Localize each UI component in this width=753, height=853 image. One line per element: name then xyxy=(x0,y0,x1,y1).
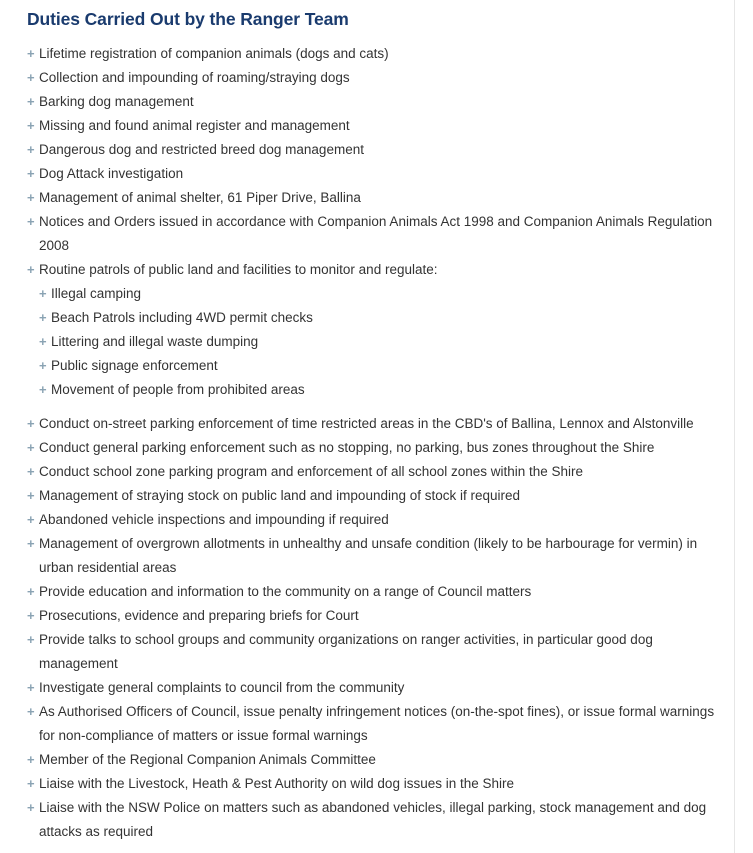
list-item: + Provide talks to school groups and community organizations on ranger activities, in particular good dog management xyxy=(27,628,727,676)
list-item: + Management of straying stock on public land and impounding of stock if required xyxy=(27,484,727,508)
patrols-label: Routine patrols of public land and facilities to monitor and regulate: xyxy=(39,262,438,277)
list-item: + Investigate general complaints to council from the community xyxy=(27,676,727,700)
right-divider xyxy=(734,0,735,853)
patrols-sub-list xyxy=(39,282,727,402)
sub-list-item: + Littering and illegal waste dumping xyxy=(39,330,727,354)
list-item: + Liaise with the Livestock, Heath & Pest Authority on wild dog issues in the Shire xyxy=(27,772,727,796)
sub-list-item: + Illegal camping xyxy=(39,282,727,306)
list-item: + Conduct general parking enforcement such as no stopping, no parking, bus zones throughout the Shire xyxy=(27,436,727,460)
list-item: + Provide education and information to the community on a range of Council matters xyxy=(27,580,727,604)
duties-list xyxy=(27,42,727,844)
list-item: + Dog Attack investigation xyxy=(27,162,727,186)
list-item: + Dangerous dog and restricted breed dog management xyxy=(27,138,727,162)
list-item: + Notices and Orders issued in accordance with Companion Animals Act 1998 and Companion Animals Regulation 2008 xyxy=(27,210,727,258)
list-item: + Lifetime registration of companion animals (dogs and cats) xyxy=(27,42,727,66)
sub-list-item: + Public signage enforcement xyxy=(39,354,727,378)
list-item: + Missing and found animal register and management xyxy=(27,114,727,138)
page-title: Duties Carried Out by the Ranger Team xyxy=(27,9,349,29)
list-item: + Collection and impounding of roaming/straying dogs xyxy=(27,66,727,90)
list-item-patrols xyxy=(27,258,727,402)
list-item: + Management of animal shelter, 61 Piper Drive, Ballina xyxy=(27,186,727,210)
list-item: + Management of overgrown allotments in unhealthy and unsafe condition (likely to be harbourage for vermin) in urban residential areas xyxy=(27,532,727,580)
sub-list-item: + Beach Patrols including 4WD permit checks xyxy=(39,306,727,330)
list-item: + Prosecutions, evidence and preparing briefs for Court xyxy=(27,604,727,628)
list-item: + Liaise with the NSW Police on matters such as abandoned vehicles, illegal parking, stock management and dog attacks as required xyxy=(27,796,727,844)
list-item: + Abandoned vehicle inspections and impounding if required xyxy=(27,508,727,532)
sub-list-item: + Movement of people from prohibited areas xyxy=(39,378,727,402)
list-item: + As Authorised Officers of Council, issue penalty infringement notices (on-the-spot fines), or issue formal warnings for non-compliance of matters or issue formal warnings xyxy=(27,700,727,748)
list-item: + Barking dog management xyxy=(27,90,727,114)
list-item: + Member of the Regional Companion Animals Committee xyxy=(27,748,727,772)
list-item: + Conduct on-street parking enforcement of time restricted areas in the CBD's of Ballina, Lennox and Alstonville xyxy=(27,412,727,436)
list-item: + Conduct school zone parking program and enforcement of all school zones within the Shire xyxy=(27,460,727,484)
